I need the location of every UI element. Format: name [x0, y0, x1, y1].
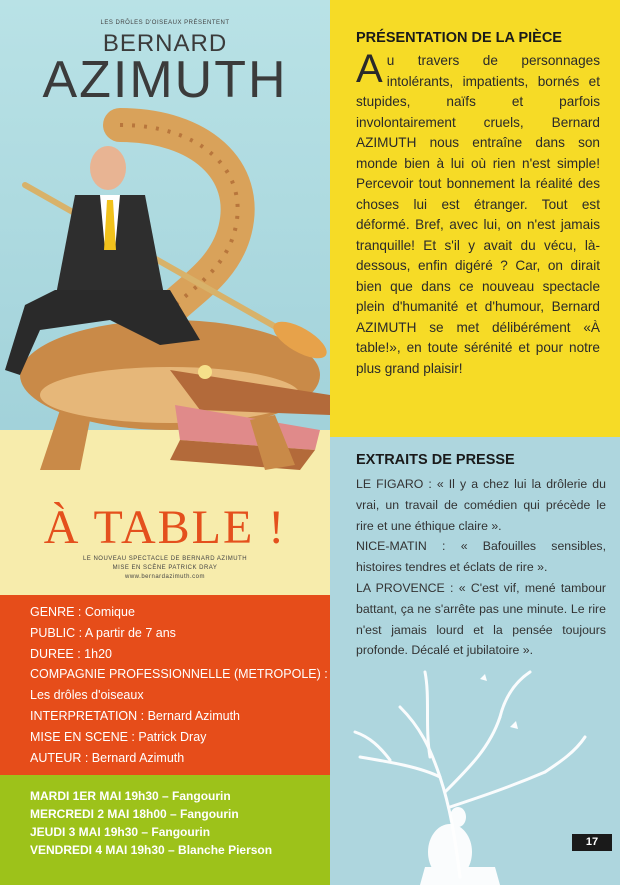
poster-title: À TABLE !: [43, 501, 287, 554]
press-quote-la-provence: LA PROVENCE : « C'est vif, mené tambour battant, ça ne s'arrête pas une minute. Le rire n'est jamais lourd et la pensée toujours profonde. Décalé et jubilatoire ».: [356, 580, 606, 658]
info-genre: GENRE : Comique: [30, 605, 135, 619]
poster-last-name: AZIMUTH: [42, 51, 288, 109]
press-text: [356, 474, 606, 661]
date-item: JEUDI 3 MAI 19h30 – Fangourin: [30, 825, 211, 839]
press-heading: EXTRAITS DE PRESSE: [356, 452, 515, 468]
crocodile-front-leg: [40, 410, 90, 470]
presentation-heading: PRÉSENTATION DE LA PIÈCE: [356, 30, 562, 46]
press-section: [330, 437, 620, 885]
man-head: [90, 146, 126, 190]
show-dates-box: [0, 775, 330, 885]
tree-figure-illustration: [330, 667, 620, 885]
info-performer: INTERPRETATION : Bernard Azimuth: [30, 708, 241, 723]
presentation-body: u travers de personnages intolérants, impatients, bornés et stupides, naïfs et parfois involontairement cruels, Bernard AZIMUTH nous entraîne dans son monde bien à lui où rien n'est simple! Percevoir tout bonnement la réalité des choses lui est étranger. Tout est déformé. Bref, avec lui, on n'est jamais tranquille! Et s'il y avait du vécu, là-dessous, enfin digéré ? Car, on dirait bien que dans ce nouveau spectacle plein d'humanité et d'humour, Bernard AZIMUTH se met délibérément «À table!», en toute sérénité et pour notre plus grand plaisir!: [356, 53, 600, 376]
info-duration: DUREE : 1h20: [30, 646, 112, 661]
date-item: MERCREDI 2 MAI 18h00 – Fangourin: [30, 807, 239, 821]
poster-first-name: BERNARD: [102, 30, 228, 57]
info-company-label: COMPAGNIE PROFESSIONNELLE (METROPOLE) :: [30, 667, 328, 682]
presentation-text: [356, 47, 600, 379]
press-quote-nice-matin: NICE-MATIN : « Bafouilles sensibles, histoires tendres et éclats de rire ».: [356, 539, 606, 575]
page-number: 17: [572, 834, 612, 851]
poster-subtitle-2: MISE EN SCÈNE PATRICK DRAY: [112, 565, 218, 571]
poster-subtitle-1: LE NOUVEAU SPECTACLE DE BERNARD AZIMUTH: [82, 556, 248, 562]
show-info-box: [0, 595, 330, 775]
poster-presents: LES DRÔLES D'OISEAUX PRÉSENTENT: [100, 20, 230, 26]
crocodile-eye: [198, 365, 212, 379]
poster-website: www.bernardazimuth.com: [124, 574, 206, 580]
date-item: MARDI 1ER MAI 19h30 – Fangourin: [30, 789, 231, 803]
info-company-name: Les drôles d'oiseaux: [30, 688, 144, 703]
press-quote-figaro: LE FIGARO : « Il y a chez lui la drôlerie du vrai, un travail de comédien qui précède le rire et une éthique claire ».: [356, 477, 606, 533]
presentation-dropcap: A: [356, 47, 383, 91]
date-item: VENDREDI 4 MAI 19h30 – Blanche Pierson: [30, 843, 273, 857]
info-public: PUBLIC : A partir de 7 ans: [30, 625, 176, 640]
presentation-section: [330, 0, 620, 437]
info-director: MISE EN SCENE : Patrick Dray: [30, 729, 207, 744]
info-author: AUTEUR : Bernard Azimuth: [30, 750, 185, 765]
show-poster: [0, 0, 330, 595]
